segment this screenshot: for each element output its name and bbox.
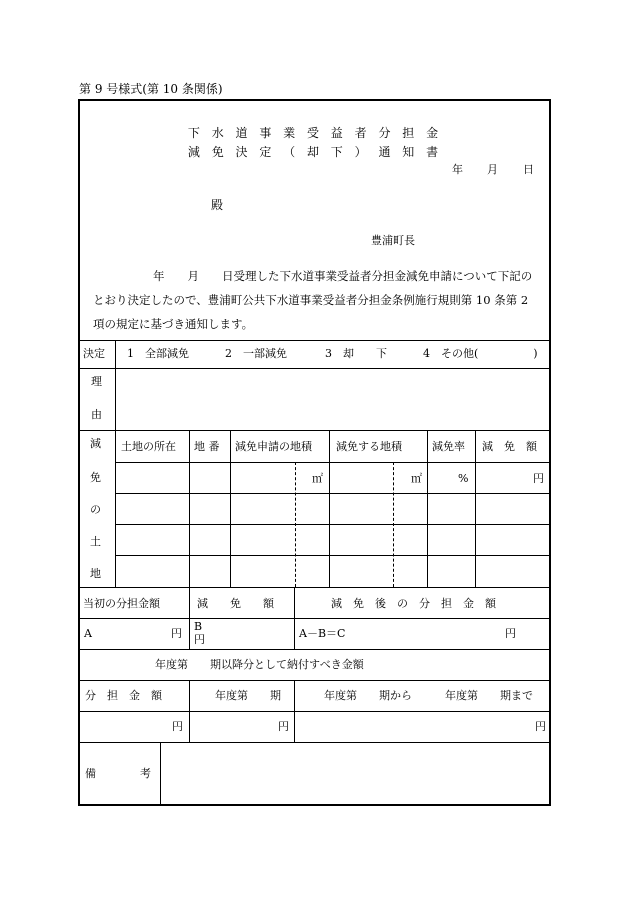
- installment-amount-label: 分 担 金 額: [85, 689, 162, 702]
- after-reduction-label: 減 免 後 の 分 担 金 額: [331, 597, 496, 610]
- initial-amount-label: 当初の分担金額: [83, 597, 160, 610]
- divider: [294, 587, 295, 649]
- divider: [115, 340, 116, 587]
- unit-yen: 円: [505, 627, 516, 640]
- reduction-amount-b: B: [194, 620, 203, 633]
- unit-yen: 円: [171, 627, 182, 640]
- decision-option-other: 4 その他( ): [423, 347, 538, 360]
- col-applied-area: 減免申請の地積: [235, 440, 312, 453]
- col-reduced-area: 減免する地積: [336, 440, 402, 453]
- unit-rate: %: [458, 472, 469, 485]
- divider: [115, 493, 551, 494]
- issuer: 豊浦町長: [371, 234, 415, 247]
- reason-label-2: 由: [91, 408, 102, 421]
- unit-yen: 円: [533, 472, 544, 485]
- divider: [78, 587, 551, 588]
- decision-label: 決定: [83, 347, 105, 360]
- col-reduction-rate: 減免率: [432, 440, 465, 453]
- addressee-suffix: 殿: [211, 198, 224, 212]
- divider: [189, 430, 190, 587]
- divider: [230, 430, 231, 587]
- col-lot-number: 地 番: [194, 440, 220, 453]
- unit-area: ㎡: [411, 472, 422, 485]
- form-number: 第 9 号様式(第 10 条関係): [79, 82, 223, 96]
- land-side-label: 地: [90, 567, 101, 580]
- divider: [115, 524, 551, 525]
- divider: [115, 462, 551, 463]
- divider: [160, 742, 161, 805]
- divider: [78, 430, 551, 431]
- divider: [78, 340, 551, 341]
- unit-area: ㎡: [312, 472, 323, 485]
- installment-from: 年度第 期から: [324, 689, 412, 702]
- dashed-divider: [393, 462, 394, 587]
- divider: [78, 649, 551, 650]
- unit-yen: 円: [194, 633, 205, 646]
- decision-option-reject: 3 却 下: [325, 347, 387, 360]
- land-side-label: 免: [90, 471, 101, 484]
- remarks-label: 備 考: [85, 767, 151, 780]
- land-side-label: 減: [90, 437, 101, 450]
- land-side-label: 土: [90, 535, 101, 548]
- divider: [475, 430, 476, 587]
- unit-yen: 円: [172, 720, 183, 733]
- divider: [78, 742, 551, 743]
- date-year: 年: [452, 163, 463, 176]
- dashed-divider: [295, 462, 296, 587]
- date-month: 月: [487, 163, 498, 176]
- divider: [78, 368, 551, 369]
- divider: [189, 680, 190, 742]
- land-side-label: の: [90, 503, 101, 516]
- form-title-line1: 下 水 道 事 業 受 益 者 分 担 金: [187, 126, 443, 140]
- unit-yen: 円: [278, 720, 289, 733]
- payable-title: 年度第 期以降分として納付すべき金額: [155, 658, 364, 671]
- date-day: 日: [523, 163, 534, 176]
- divider: [294, 680, 295, 742]
- divider: [427, 430, 428, 587]
- divider: [189, 587, 190, 649]
- divider: [78, 618, 551, 619]
- divider: [78, 711, 551, 712]
- decision-option-partial: 2 一部減免: [225, 347, 287, 360]
- form-title-line2: 減 免 決 定 （ 却 下 ） 通 知 書: [187, 145, 443, 159]
- reason-label-1: 理: [91, 375, 102, 388]
- installment-to: 年度第 期まで: [445, 689, 533, 702]
- divider: [115, 555, 551, 556]
- after-reduction-formula: A－B＝C: [299, 627, 346, 640]
- unit-yen: 円: [535, 720, 546, 733]
- divider: [78, 680, 551, 681]
- decision-option-full: 1 全部減免: [127, 347, 189, 360]
- reduction-amount-label: 減 免 額: [197, 597, 274, 610]
- notice-text: 年 月 日受理した下水道事業受益者分担金減免申請について下記のとおり決定したので、豊浦町公共下水道事業受益者分担金条例施行規則第 10 条第 2 項の規定に基づき通知します。: [93, 269, 533, 331]
- divider: [329, 430, 330, 587]
- col-location: 土地の所在: [121, 440, 176, 453]
- initial-amount-a: A: [84, 627, 92, 640]
- installment-period: 年度第 期: [215, 689, 281, 702]
- col-reduction-amount: 減 免 額: [482, 440, 537, 453]
